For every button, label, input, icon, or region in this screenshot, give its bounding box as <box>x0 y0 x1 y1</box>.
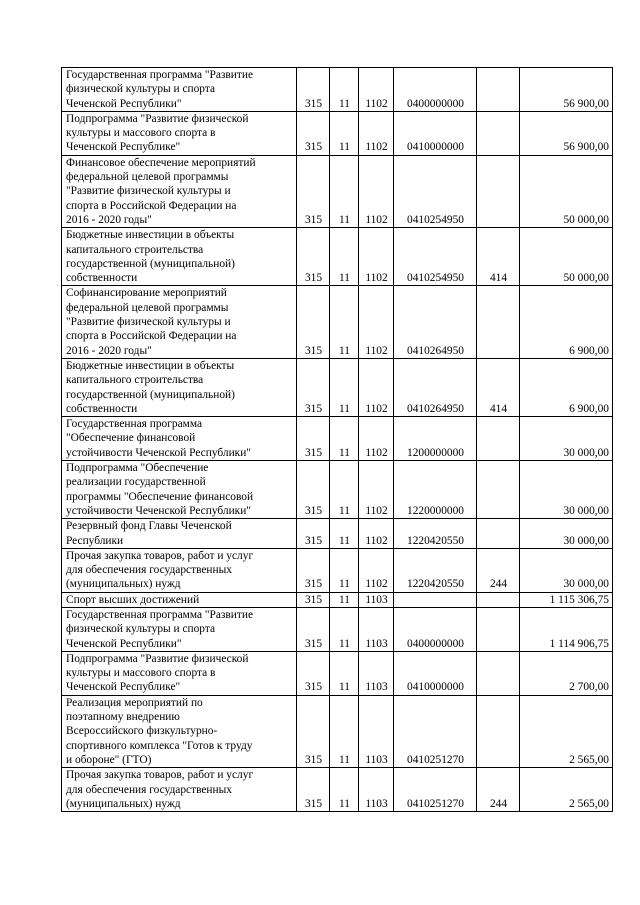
row-gr-cell: 315 <box>297 228 330 286</box>
row-name-cell: Резервный фонд Главы Чеченской Республики <box>62 519 297 549</box>
row-gr-cell: 315 <box>297 768 330 812</box>
table-row <box>62 548 613 592</box>
table-row <box>62 155 613 227</box>
row-sum-cell: 1 114 906,75 <box>520 607 613 651</box>
table-row <box>62 286 613 358</box>
row-vr-cell: 414 <box>477 358 520 416</box>
row-pr-cell: 1103 <box>359 695 394 767</box>
row-sum-cell: 1 115 306,75 <box>520 592 613 607</box>
row-vr-cell <box>477 695 520 767</box>
row-vr-cell <box>477 607 520 651</box>
row-pr-cell: 1102 <box>359 417 394 461</box>
row-name-cell: Прочая закупка товаров, работ и услуг для обеспечения государственных (муниципальных) нужд <box>62 768 297 812</box>
budget-table-body <box>62 68 613 812</box>
row-gr-cell: 315 <box>297 155 330 227</box>
table-row <box>62 68 613 112</box>
row-gr-cell: 315 <box>297 461 330 519</box>
row-csr-cell: 0410254950 <box>394 228 477 286</box>
table-row <box>62 768 613 812</box>
row-gr-cell: 315 <box>297 286 330 358</box>
row-rz-cell: 11 <box>330 417 359 461</box>
row-sum-cell: 2 565,00 <box>520 695 613 767</box>
row-vr-cell <box>477 111 520 155</box>
row-pr-cell: 1102 <box>359 358 394 416</box>
row-gr-cell: 315 <box>297 607 330 651</box>
row-sum-cell: 50 000,00 <box>520 155 613 227</box>
row-vr-cell <box>477 461 520 519</box>
row-rz-cell: 11 <box>330 461 359 519</box>
row-rz-cell: 11 <box>330 651 359 695</box>
table-row <box>62 358 613 416</box>
row-vr-cell <box>477 417 520 461</box>
row-rz-cell: 11 <box>330 768 359 812</box>
row-name-cell: Реализация мероприятий по поэтапному внедрению Всероссийского физкультурно- спортивного комплекса "Готов к труду и обороне" (ГТО) <box>62 695 297 767</box>
row-pr-cell: 1102 <box>359 228 394 286</box>
row-gr-cell: 315 <box>297 417 330 461</box>
row-name-cell: Государственная программа "Обеспечение финансовой устойчивости Чеченской Республики" <box>62 417 297 461</box>
row-gr-cell: 315 <box>297 548 330 592</box>
row-rz-cell: 11 <box>330 286 359 358</box>
row-pr-cell: 1102 <box>359 111 394 155</box>
row-sum-cell: 56 900,00 <box>520 68 613 112</box>
row-rz-cell: 11 <box>330 228 359 286</box>
row-sum-cell: 50 000,00 <box>520 228 613 286</box>
row-vr-cell: 244 <box>477 548 520 592</box>
row-pr-cell: 1102 <box>359 548 394 592</box>
row-vr-cell <box>477 155 520 227</box>
row-pr-cell: 1103 <box>359 607 394 651</box>
row-csr-cell: 1200000000 <box>394 417 477 461</box>
row-gr-cell: 315 <box>297 592 330 607</box>
row-sum-cell: 6 900,00 <box>520 358 613 416</box>
budget-table <box>61 67 613 812</box>
row-csr-cell: 0410000000 <box>394 651 477 695</box>
row-rz-cell: 11 <box>330 519 359 549</box>
row-csr-cell: 0410264950 <box>394 286 477 358</box>
row-gr-cell: 315 <box>297 695 330 767</box>
row-vr-cell <box>477 286 520 358</box>
row-csr-cell: 0400000000 <box>394 68 477 112</box>
row-rz-cell: 11 <box>330 695 359 767</box>
row-pr-cell: 1102 <box>359 286 394 358</box>
row-rz-cell: 11 <box>330 548 359 592</box>
row-pr-cell: 1102 <box>359 155 394 227</box>
table-row <box>62 111 613 155</box>
row-pr-cell: 1103 <box>359 768 394 812</box>
row-pr-cell: 1102 <box>359 68 394 112</box>
row-name-cell: Софинансирование мероприятий федеральной целевой программы "Развитие физической культуры и спорта в Российской Федерации на 2016 - 2020 годы" <box>62 286 297 358</box>
row-pr-cell: 1103 <box>359 651 394 695</box>
row-name-cell: Спорт высших достижений <box>62 592 297 607</box>
row-sum-cell: 30 000,00 <box>520 461 613 519</box>
row-name-cell: Бюджетные инвестиции в объекты капитального строительства государственной (муниципальной) собственности <box>62 358 297 416</box>
row-vr-cell: 244 <box>477 768 520 812</box>
row-name-cell: Бюджетные инвестиции в объекты капитального строительства государственной (муниципальной) собственности <box>62 228 297 286</box>
row-csr-cell: 0410251270 <box>394 768 477 812</box>
row-gr-cell: 315 <box>297 358 330 416</box>
table-row <box>62 592 613 607</box>
row-name-cell: Государственная программа "Развитие физической культуры и спорта Чеченской Республики" <box>62 607 297 651</box>
row-sum-cell: 2 565,00 <box>520 768 613 812</box>
row-rz-cell: 11 <box>330 358 359 416</box>
row-csr-cell: 0410000000 <box>394 111 477 155</box>
row-name-cell: Финансовое обеспечение мероприятий федеральной целевой программы "Развитие физической культуры и спорта в Российской Федерации на 2016 - 2020 годы" <box>62 155 297 227</box>
table-row <box>62 417 613 461</box>
row-sum-cell: 2 700,00 <box>520 651 613 695</box>
row-gr-cell: 315 <box>297 651 330 695</box>
row-csr-cell: 1220420550 <box>394 548 477 592</box>
row-name-cell: Прочая закупка товаров, работ и услуг для обеспечения государственных (муниципальных) нужд <box>62 548 297 592</box>
row-vr-cell <box>477 651 520 695</box>
row-sum-cell: 30 000,00 <box>520 417 613 461</box>
row-rz-cell: 11 <box>330 155 359 227</box>
row-gr-cell: 315 <box>297 519 330 549</box>
table-row <box>62 461 613 519</box>
row-sum-cell: 56 900,00 <box>520 111 613 155</box>
row-vr-cell <box>477 68 520 112</box>
row-csr-cell: 0410254950 <box>394 155 477 227</box>
row-vr-cell: 414 <box>477 228 520 286</box>
row-csr-cell: 0400000000 <box>394 607 477 651</box>
row-pr-cell: 1102 <box>359 461 394 519</box>
row-csr-cell: 1220000000 <box>394 461 477 519</box>
row-vr-cell <box>477 519 520 549</box>
row-gr-cell: 315 <box>297 111 330 155</box>
table-row <box>62 228 613 286</box>
row-csr-cell <box>394 592 477 607</box>
row-csr-cell: 0410264950 <box>394 358 477 416</box>
row-pr-cell: 1103 <box>359 592 394 607</box>
row-rz-cell: 11 <box>330 592 359 607</box>
row-csr-cell: 1220420550 <box>394 519 477 549</box>
table-row <box>62 695 613 767</box>
row-csr-cell: 0410251270 <box>394 695 477 767</box>
row-vr-cell <box>477 592 520 607</box>
row-pr-cell: 1102 <box>359 519 394 549</box>
row-sum-cell: 6 900,00 <box>520 286 613 358</box>
row-sum-cell: 30 000,00 <box>520 548 613 592</box>
row-name-cell: Подпрограмма "Обеспечение реализации государственной программы "Обеспечение финансовой устойчивости Чеченской Республики" <box>62 461 297 519</box>
row-name-cell: Подпрограмма "Развитие физической культуры и массового спорта в Чеченской Республике" <box>62 651 297 695</box>
row-sum-cell: 30 000,00 <box>520 519 613 549</box>
table-row <box>62 607 613 651</box>
row-gr-cell: 315 <box>297 68 330 112</box>
table-row <box>62 519 613 549</box>
row-rz-cell: 11 <box>330 111 359 155</box>
row-name-cell: Подпрограмма "Развитие физической культуры и массового спорта в Чеченской Республике" <box>62 111 297 155</box>
row-rz-cell: 11 <box>330 68 359 112</box>
row-name-cell: Государственная программа "Развитие физической культуры и спорта Чеченской Республики" <box>62 68 297 112</box>
table-row <box>62 651 613 695</box>
row-rz-cell: 11 <box>330 607 359 651</box>
